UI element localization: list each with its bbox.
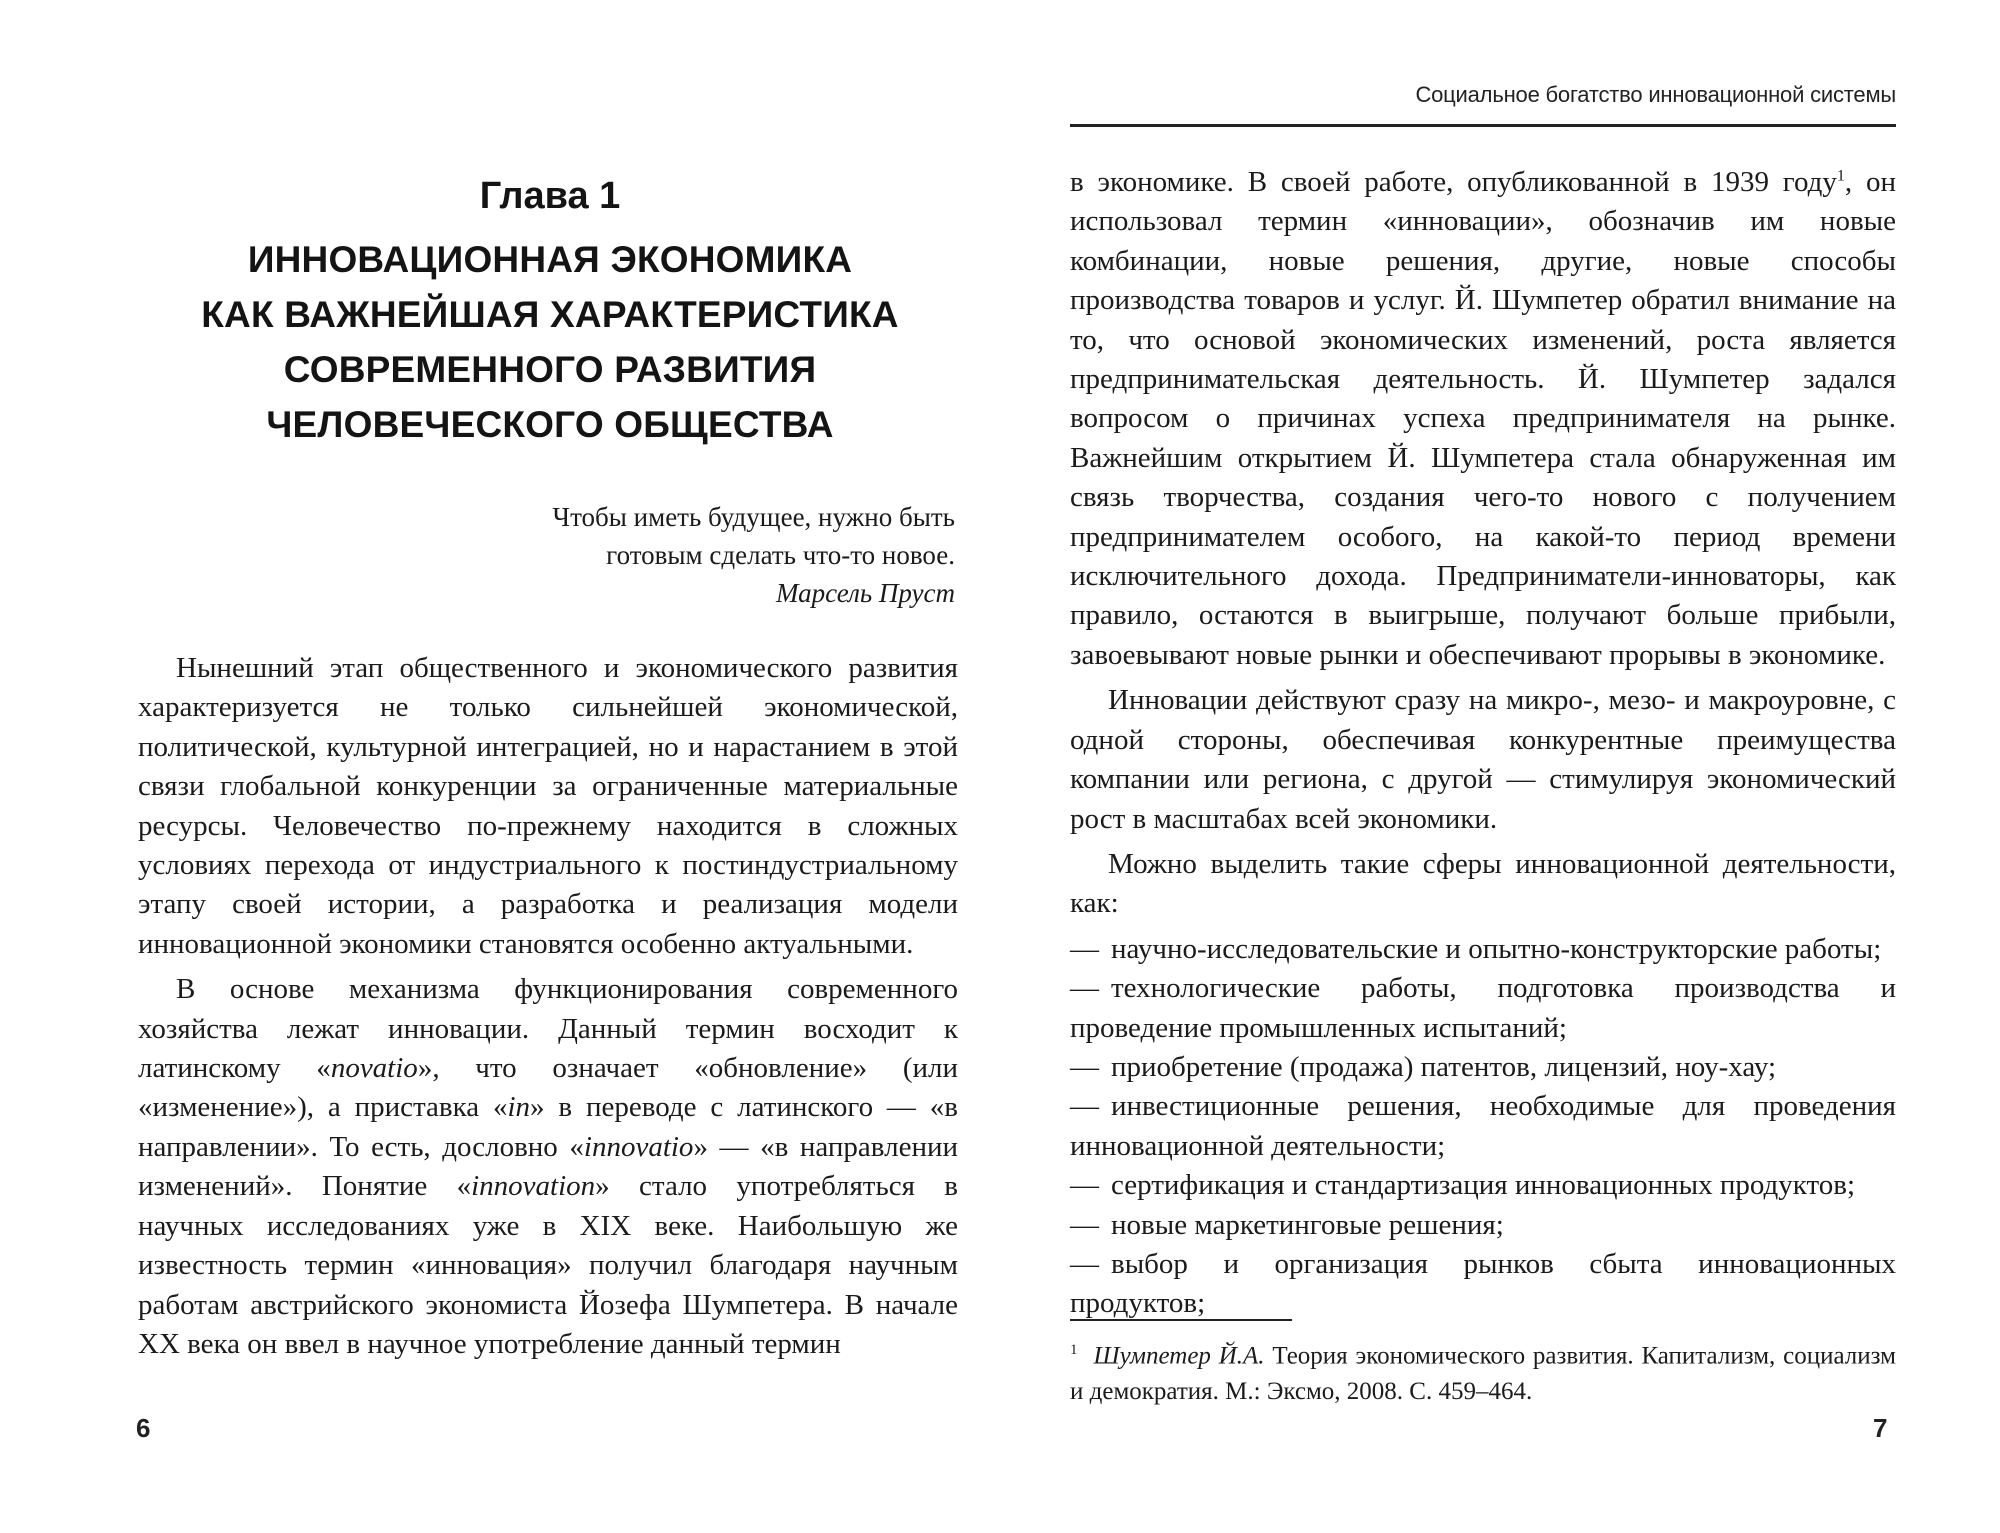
epigraph-line: готовым сделать что-то новое.: [606, 540, 955, 570]
running-head: Социальное богатство инновационной системы: [1415, 82, 1896, 107]
text-run: » — «в направлении изменений». Понятие «: [138, 1130, 958, 1203]
latin-term: innovatio: [583, 1130, 694, 1163]
paragraph: Инновации действуют сразу на микро-, мезо- и макроуровне, с одной стороны, обеспечивая конкурентные преимущества компании или региона, с другой — стимулируя экономический рост в масштабах всей экономики.: [1070, 684, 1896, 835]
list-item-text: научно-исследовательские и опытно-конструкторские работы;: [1111, 932, 1882, 965]
sphere-list: [1070, 930, 1896, 1324]
list-item: [1070, 1245, 1896, 1324]
dash-marker: —: [1070, 1169, 1099, 1202]
chapter-title-line: ЧЕЛОВЕЧЕСКОГО ОБЩЕСТВА: [266, 404, 834, 445]
list-item: [1070, 1206, 1896, 1245]
list-item: [1070, 1087, 1896, 1166]
dash-marker: —: [1070, 1208, 1099, 1241]
paragraph: Можно выделить такие сферы инновационной деятельности, как:: [1070, 847, 1896, 920]
footnote-mark: 1: [1070, 1342, 1078, 1358]
list-item: [1070, 930, 1896, 969]
paragraph: [1070, 163, 1896, 675]
list-item-text: приобретение (продажа) патентов, лицензий, ноу-хау;: [1111, 1050, 1777, 1083]
epigraph-author: Марсель Пруст: [776, 578, 955, 608]
footnote-rule: [1070, 1319, 1292, 1321]
dash-marker: —: [1070, 1090, 1099, 1123]
text-run: » стало употребляться в научных исследованиях уже в XIX веке. Наибольшую же известность термин «инновация» получил благодаря научным работам австрийского экономиста Йозефа Шумпетера. В начале XX века он ввел в научное употребление данный термин: [138, 1170, 958, 1360]
right-page: [1000, 0, 2000, 1533]
dash-marker: —: [1070, 1247, 1099, 1280]
paragraph: [138, 970, 958, 1364]
list-item-text: технологические работы, подготовка производства и проведение промышленных испытаний;: [1070, 972, 1896, 1044]
text-run: », что означает «обновление» (или «изменение»), а приставка «: [138, 1052, 958, 1124]
list-item-text: новые маркетинговые решения;: [1111, 1208, 1504, 1241]
epigraph: [420, 498, 955, 612]
page-number: 7: [1873, 1413, 1888, 1443]
chapter-heading: [140, 172, 960, 452]
paragraph: Нынешний этап общественного и экономического развития характеризуется не только сильнейшей экономической, политической, культурной интеграцией, но и нарастанием в этой связи глобальной конкуренции за ограниченные материальные ресурсы. Человечество по-прежнему находится в сложных условиях перехода от индустриального к постиндустриальному этапу своей истории, а разработка и реализация модели инновационной экономики становятся особенно актуальными.: [138, 652, 958, 960]
footnote-text: Теория экономического развития. Капитализм, социализм и демократия. М.: Эксмо, 2008. С. 459–464.: [1070, 1342, 1896, 1406]
list-item: [1070, 1166, 1896, 1205]
right-body-text: [1070, 163, 1896, 1324]
list-item: [1070, 1048, 1896, 1087]
chapter-title-line: ИННОВАЦИОННАЯ ЭКОНОМИКА: [247, 239, 853, 280]
latin-term: in: [507, 1091, 531, 1124]
header-rule: [1070, 124, 1896, 127]
footnote: [1070, 1332, 1896, 1410]
chapter-number: Глава 1: [479, 175, 621, 217]
list-item-text: сертификация и стандартизация инновационных продуктов;: [1111, 1169, 1856, 1202]
left-body-text: [138, 649, 958, 1370]
text-run: В основе механизма функционирования современного хозяйства лежат инновации. Данный термин восходит к латинскому «: [138, 973, 958, 1085]
chapter-title-line: СОВРЕМЕННОГО РАЗВИТИЯ: [283, 349, 817, 390]
footnote-author: Шумпетер Й.А.: [1093, 1342, 1265, 1370]
epigraph-line: Чтобы иметь будущее, нужно быть: [552, 502, 955, 532]
footnote-reference[interactable]: 1: [1836, 167, 1845, 185]
dash-marker: —: [1070, 932, 1099, 965]
dash-marker: —: [1070, 1050, 1099, 1083]
text-run: , он использовал термин «инновации», обозначив им новые комбинации, новые решения, другие, новые способы производства товаров и услуг. Й. Шумпетер обратил внимание на то, что основой экономических изменений, роста является предпринимательская деятельность. Й. Шумпетер задался вопросом о причинах успеха предпринимателя на рынке. Важнейшим открытием Й. Шумпетера стала обнаруженная им связь творчества, создания чего-то нового с получением предпринимателем особого, на какой-то период времени исключительного дохода. Предприниматели-инноваторы, как правило, остаются в выигрыше, получают больше прибыли, завоевывают новые рынки и обеспечивают прорывы в экономике.: [1070, 166, 1896, 671]
list-item-text: инвестиционные решения, необходимые для проведения инновационной деятельности;: [1070, 1090, 1896, 1162]
dash-marker: —: [1070, 972, 1099, 1005]
list-item-text: выбор и организация рынков сбыта инновационных продуктов;: [1070, 1247, 1896, 1320]
text-run: в экономике. В своей работе, опубликованной в 1939 году: [1070, 166, 1837, 198]
latin-term: innovation: [471, 1170, 596, 1203]
list-item: [1070, 969, 1896, 1048]
text-run: » в переводе с латинского — «в направлении». То есть, дословно «: [138, 1091, 958, 1163]
chapter-title-line: КАК ВАЖНЕЙШАЯ ХАРАКТЕРИСТИКА: [201, 294, 899, 335]
page-number: 6: [136, 1413, 151, 1443]
latin-term: novatio: [330, 1052, 418, 1085]
